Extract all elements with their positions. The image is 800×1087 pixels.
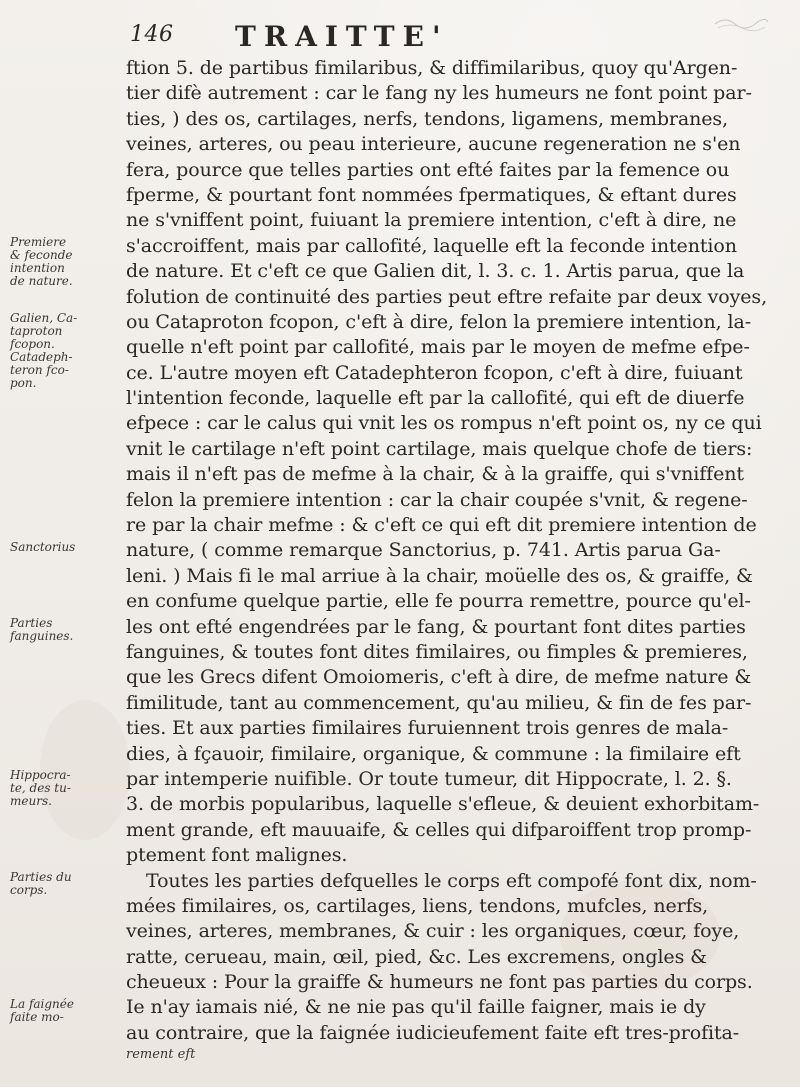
- text-line: re par la chair mefme : & c'eft ce qui eft dit premiere intention de: [126, 514, 757, 537]
- text-line: en confume quelque partie, elle fe pourra remettre, pource qu'el-: [126, 590, 751, 613]
- text-line: veines, arteres, membranes, & cuir : les organiques, cœur, foye,: [126, 920, 740, 943]
- text-line: vnit le cartilage n'eft point cartilage, mais quelque chofe de tiers:: [126, 437, 753, 460]
- text-line: cheueux : Pour la graiffe & humeurs ne font pas parties du corps.: [126, 971, 753, 994]
- text-line: ties, ) des os, cartilages, nerfs, tendons, ligamens, membranes,: [126, 107, 729, 130]
- text-line: 3. de morbis popularibus, laquelle s'efleue, & deuient exhorbitam-: [126, 793, 760, 816]
- text-line: Toutes les parties defquelles le corps eft compofé font dix, nom-: [146, 869, 757, 892]
- text-line: fperme, & pourtant font nommées fpermatiques, & eftant dures: [126, 183, 737, 206]
- text-line: ou Cataproton fcopon, c'eft à dire, felon la premiere intention, la-: [126, 310, 752, 333]
- text-line: ment grande, eft mauuaife, & celles qui difparoiffent trop promp-: [126, 818, 752, 841]
- margin-note: Hippocra- te, des tu- meurs.: [10, 768, 71, 809]
- text-line: efpece : car le calus qui vnit les os rompus n'eft point os, ny ce qui: [126, 412, 762, 435]
- text-line: Ie n'ay iamais nié, & ne nie pas qu'il faille faigner, mais ie dy: [126, 996, 706, 1019]
- text-line: mais il n'eft pas de mefme à la chair, & à la graiffe, qui s'vniffent: [126, 463, 744, 486]
- text-line: fimilitude, tant au commencement, qu'au milieu, & fin de fes par-: [126, 691, 752, 714]
- margin-note: Galien, Ca- taproton fcopon. Catadeph- teron fco- pon.: [10, 311, 78, 390]
- text-line: par intemperie nuifible. Or toute tumeur, dit Hippocrate, l. 2. §.: [126, 767, 732, 790]
- text-line: nature, ( comme remarque Sanctorius, p. 741. Artis parua Ga-: [126, 539, 721, 562]
- text-line: ne s'vniffent point, fuiuant la premiere intention, c'eft à dire, ne: [126, 209, 737, 232]
- margin-note: Premiere & feconde intention de nature.: [10, 234, 73, 288]
- text-line: leni. ) Mais fi le mal arriue à la chair, moüelle des os, & graiffe, &: [126, 564, 753, 587]
- text-line: l'intention feconde, laquelle eft par la callofité, qui eft de diuerfe: [126, 387, 745, 410]
- margin-note: Parties fanguines.: [10, 615, 74, 643]
- text-line: fanguines, & toutes font dites fimilaires, ou fimples & premieres,: [126, 640, 748, 663]
- body-text: [126, 56, 790, 1046]
- text-line: ratte, cerueau, main, œil, pied, &c. Les excremens, ongles &: [126, 945, 707, 968]
- text-line: felon la premiere intention : car la chair coupée s'vnit, & regene-: [126, 488, 748, 511]
- text-line: tier difè autrement : car le fang ny les humeurs ne font point par-: [126, 82, 752, 105]
- text-line: les ont efté engendrées par le fang, & pourtant font dites parties: [126, 615, 746, 638]
- text-line: ce. L'autre moyen eft Catadephteron fcopon, c'eft à dire, fuiuant: [126, 361, 743, 384]
- text-line: fera, pource que telles parties ont efté faites par la femence ou: [126, 158, 730, 181]
- text-line: ties. Et aux parties fimilaires furuiennent trois genres de mala-: [126, 717, 729, 740]
- text-line: de nature. Et c'eft ce que Galien dit, l. 3. c. 1. Artis parua, que la: [126, 260, 745, 283]
- text-line: s'accroiffent, mais par callofité, laquelle eft la feconde intention: [126, 234, 737, 257]
- text-line: folution de continuité des parties peut eftre refaite par deux voyes,: [126, 285, 768, 308]
- text-line: au contraire, que la faignée iudicieufement faite eft tres-profita-: [126, 1021, 740, 1044]
- text-line: que les Grecs difent Omoiomeris, c'eft à dire, de mefme nature &: [126, 666, 752, 689]
- text-line: veines, arteres, ou peau interieure, aucune regeneration ne s'en: [126, 133, 741, 156]
- text-line: ftion 5. de partibus fimilaribus, & diffimilaribus, quoy qu'Argen-: [126, 57, 738, 79]
- text-line: quelle n'eft point par callofité, mais par le moyen de mefme efpe-: [126, 336, 750, 359]
- text-line: dies, à fçauoir, fimilaire, organique, & commune : la fimilaire eft: [126, 742, 741, 765]
- text-line: ptement font malignes.: [126, 844, 348, 867]
- page-number: 146: [130, 22, 174, 47]
- text-line: mées fimilaires, os, cartilages, liens, tendons, mufcles, nerfs,: [126, 894, 709, 917]
- margin-note: Parties du corps.: [10, 869, 72, 897]
- margin-note: La faignée faite mo-: [10, 996, 74, 1024]
- running-head: TRAITTE': [235, 20, 449, 53]
- catchword: rement eft: [126, 1047, 196, 1062]
- margin-note: Sanctorius: [10, 539, 76, 554]
